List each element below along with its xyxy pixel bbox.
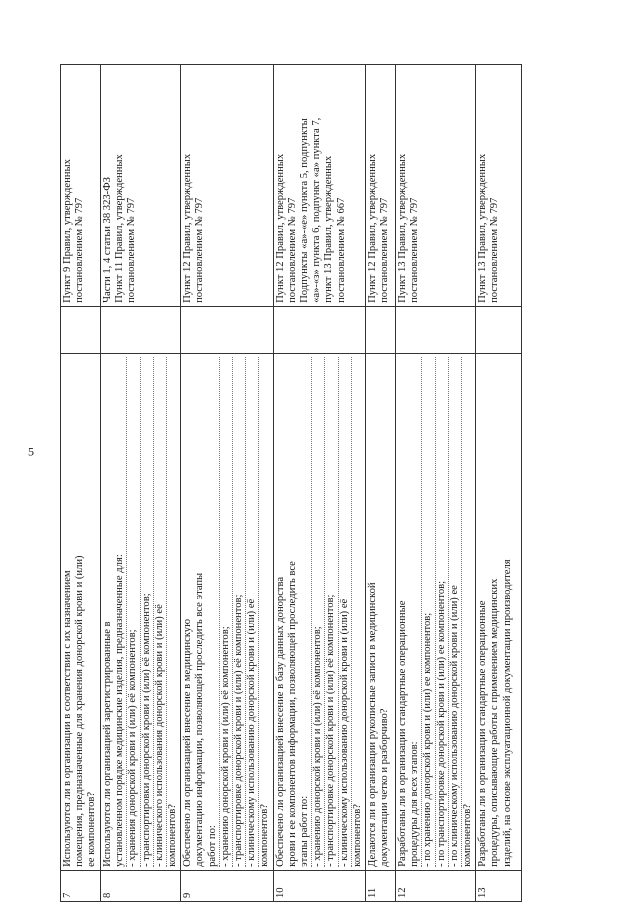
reference-line: постановлением № 797 (74, 197, 86, 303)
question-cell (476, 354, 522, 871)
row-number: 7 (61, 870, 101, 901)
question-line: ее компонентов? (86, 791, 98, 867)
question-line: Разработаны ли в организации стандартные операционные (477, 600, 489, 867)
row-number: 12 (396, 870, 476, 901)
question-cell (273, 354, 365, 871)
reference-line: «а»-«з» пункта 6, подпункт «а» пункта 7, (311, 117, 323, 303)
rotated-table-container (60, 64, 580, 902)
question-line: этапы работ по: (299, 795, 311, 867)
sub-item: - клинического использования донорской крови и (или) её (153, 357, 166, 867)
answer-cell (101, 306, 181, 353)
question-line: Разработаны ли в организации стандартные операционные (397, 600, 409, 867)
reference-cell (273, 65, 365, 307)
reference-line: постановлением № 797 (194, 197, 206, 303)
reference-cell (181, 65, 273, 307)
table-row (273, 65, 365, 902)
sub-item: компонентов? (351, 357, 364, 867)
table-row (101, 65, 181, 902)
question-line: крови и ее компонентов информации, позволяющей проследить все (286, 561, 298, 867)
question-line: Обеспечено ли организацией внесение в базу данных донорства (274, 576, 286, 867)
question-line: работ по: (206, 825, 218, 867)
question-cell (101, 354, 181, 871)
question-line: установленном порядке медицинские изделия, предназначенные для: (114, 554, 126, 867)
sub-item: компонентов? (258, 357, 271, 867)
question-line: Используются ли организацией зарегистрированные в (102, 621, 113, 867)
question-cell (61, 354, 101, 871)
sub-item: - по хранению донорской крови и (или) ее компонентов; (421, 357, 434, 867)
sub-item: - транспортировке донорской крови и (или) её компонентов; (324, 357, 337, 867)
checklist-table (60, 64, 522, 902)
answer-cell (366, 306, 396, 353)
reference-line: постановлением № 797 (379, 197, 391, 303)
row-number: 9 (181, 870, 273, 901)
question-line: процедуры, описывающие работы с применением медицинских (489, 578, 501, 867)
page-number: 5 (28, 444, 34, 459)
row-number: 11 (366, 870, 396, 901)
sub-item: - транспортировки донорской крови и (или) её компонентов; (140, 357, 153, 867)
answer-cell (273, 306, 365, 353)
table-row (181, 65, 273, 902)
reference-line: Пункт 13 Правил, утвержденных (477, 153, 489, 303)
sub-item: - хранению донорской крови и (или) её компонентов; (311, 357, 324, 867)
reference-line: Части 1, 4 статьи 38 323-ФЗ (102, 177, 113, 303)
reference-line: постановлением № 797 (126, 197, 138, 303)
row-number: 13 (476, 870, 522, 901)
question-line: изделий, на основе эксплуатационной документации производителя (501, 559, 513, 867)
sub-item: - по клиническому использованию донорской крови и (или) ее (448, 357, 461, 867)
question-line: документацию информации, позволяющей проследить все этапы (194, 572, 206, 867)
reference-line: Пункт 13 Правил, утвержденных (397, 153, 409, 303)
question-cell (181, 354, 273, 871)
reference-cell (101, 65, 181, 307)
answer-cell (396, 306, 476, 353)
reference-line: постановлением № 797 (286, 197, 298, 303)
reference-line: Пункт 11 Правил, утвержденных (114, 154, 126, 303)
reference-line: Подпункты «а»-«е» пункта 5, подпункты (299, 118, 311, 303)
sub-item: - по транспортировке донорской крови и (или) ее компонентов; (435, 357, 448, 867)
reference-cell (476, 65, 522, 307)
table-row (366, 65, 396, 902)
question-line: Обеспечено ли организацией внесение в медицинскую (182, 618, 194, 867)
reference-cell (61, 65, 101, 307)
table-row (476, 65, 522, 902)
reference-line: Пункт 12 Правил, утвержденных (182, 153, 194, 303)
row-number: 10 (273, 870, 365, 901)
checklist-table-rotated (60, 64, 580, 902)
answer-cell (476, 306, 522, 353)
answer-cell (61, 306, 101, 353)
question-line: помещения, предназначенные для хранения донорской крови и (или) (74, 555, 86, 867)
sub-item: - транспортировке донорской крови и (или) её компонентов; (232, 357, 245, 867)
sub-item: компонентов? (166, 357, 179, 867)
sub-item: компонентов? (461, 357, 474, 867)
reference-line: Пункт 12 Правил, утвержденных (274, 153, 286, 303)
sub-item: - хранения донорской крови и (или) её компонентов; (126, 357, 139, 867)
question-cell (366, 354, 396, 871)
question-line: Используются ли в организации в соответствии с их назначением (62, 570, 73, 867)
sub-item: - клиническому использованию донорской крови и (или) её (245, 357, 258, 867)
reference-line: постановлением № 667 (335, 197, 347, 303)
question-line: Делаются ли в организации рукописные записи в медицинской (367, 582, 379, 867)
answer-cell (181, 306, 273, 353)
reference-cell (396, 65, 476, 307)
table-row (61, 65, 101, 902)
reference-line: постановлением № 797 (409, 197, 421, 303)
sub-item: - клиническому использованию донорской крови и (или) её (338, 357, 351, 867)
reference-line: Пункт 12 Правил, утвержденных (367, 153, 379, 303)
sub-item: - хранению донорской крови и (или) её компонентов; (219, 357, 232, 867)
row-number: 8 (101, 870, 181, 901)
reference-line: Пункт 9 Правил, утвержденных (62, 159, 73, 303)
reference-line: пункт 13 Правил, утвержденных (323, 155, 335, 303)
question-line: процедуры для всех этапов: (409, 741, 421, 867)
question-cell (396, 354, 476, 871)
reference-cell (366, 65, 396, 307)
reference-line: постановлением № 797 (489, 197, 501, 303)
table-row (396, 65, 476, 902)
question-line: документации четко и разборчиво? (379, 708, 391, 867)
